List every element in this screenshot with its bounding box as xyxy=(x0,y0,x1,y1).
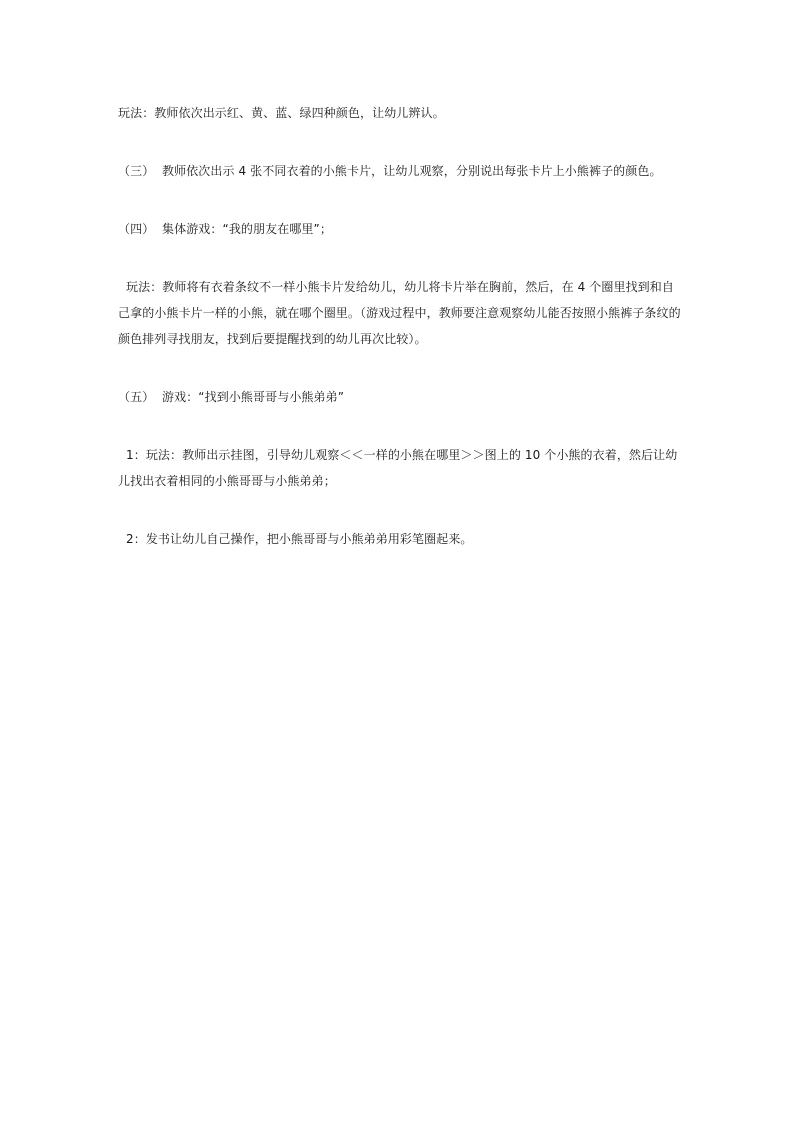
section-number: （五） xyxy=(118,390,155,404)
paragraph-text: 玩法：教师将有衣着条纹不一样小熊卡片发给幼儿，幼儿将卡片举在胸前，然后，在 4 个圈里找到和自己拿的小熊卡片一样的小熊，就在哪个圈里。（游戏过程中，教师要注意观察幼儿能否按照小熊裤子条纹的颜色排列寻找朋友，找到后要提醒找到的幼儿再次比较）。 xyxy=(118,280,681,346)
paragraph-text: 教师依次出示 4 张不同衣着的小熊卡片，让幼儿观察，分别说出每张卡片上小熊裤子的颜色。 xyxy=(162,164,662,178)
paragraph-text: 集体游戏：“我的朋友在哪里”； xyxy=(162,222,332,236)
document-body xyxy=(118,100,682,584)
paragraph-step-two xyxy=(118,526,682,552)
paragraph-text: 游戏：“找到小熊哥哥与小熊弟弟” xyxy=(162,390,345,404)
section-three-paragraph xyxy=(118,158,682,184)
section-number: （三） xyxy=(118,164,155,178)
paragraph-gameplay-colors xyxy=(118,100,682,126)
paragraph-text: 玩法：教师依次出示红、黄、蓝、绿四种颜色，让幼儿辨认。 xyxy=(118,106,445,120)
section-five-heading xyxy=(118,384,682,410)
section-four-heading xyxy=(118,216,682,242)
section-number: （四） xyxy=(118,222,155,236)
paragraph-text: 2：发书让幼儿自己操作，把小熊哥哥与小熊弟弟用彩笔圈起来。 xyxy=(126,532,473,546)
paragraph-gameplay-friends xyxy=(118,274,682,352)
paragraph-text: 1：玩法：教师出示挂图，引导幼儿观察＜＜一样的小熊在哪里＞＞图上的 10 个小熊的衣着，然后让幼儿找出衣着相同的小熊哥哥与小熊弟弟； xyxy=(118,448,678,488)
paragraph-step-one xyxy=(118,442,682,494)
